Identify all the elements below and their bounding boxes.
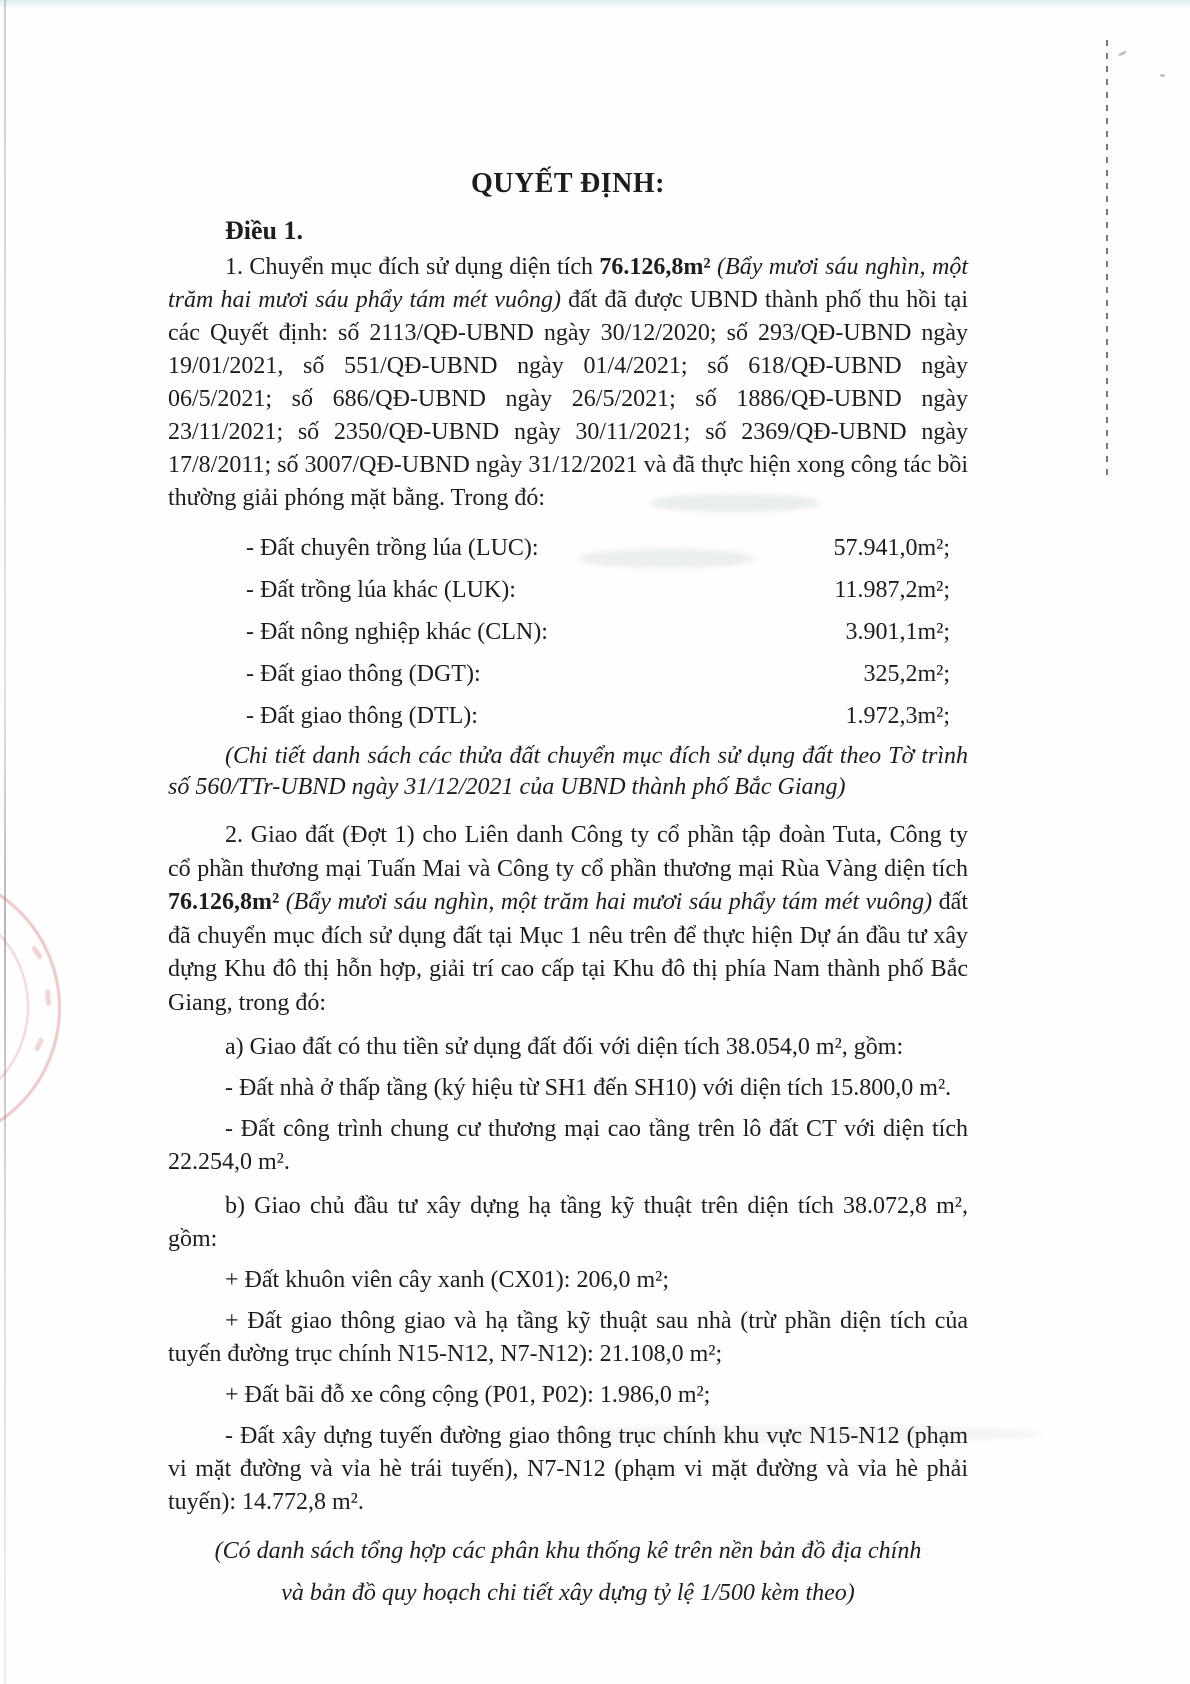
land-area-value: 3.901,1m²;	[845, 618, 950, 645]
land-row-cln	[168, 611, 968, 653]
scan-speck	[1160, 74, 1165, 77]
point-a-item-apartment: - Đất công trình chung cư thương mại cao tầng trên lô đất CT với diện tích 22.254,0 m².	[168, 1116, 968, 1175]
point-b-item-green-space: + Đất khuôn viên cây xanh (CX01): 206,0 m²;	[225, 1267, 669, 1293]
point-a-item-low-rise: - Đất nhà ở thấp tầng (ký hiệu từ SH1 đến SH10) với diện tích 15.800,0 m².	[225, 1075, 952, 1101]
land-label: - Đất chuyên trồng lúa (LUC):	[246, 534, 539, 561]
clause-2-area-in-words: (Bẩy mươi sáu nghìn, một trăm hai mươi sáu phẩy tám mét vuông)	[279, 889, 933, 915]
closing-note-line-2: và bản đồ quy hoạch chi tiết xây dựng tỷ lệ 1/500 kèm theo)	[281, 1580, 855, 1606]
document-body	[168, 0, 968, 1609]
clause-2-paragraph	[168, 819, 968, 1020]
clause-1-detail-note: (Chi tiết danh sách các thửa đất chuyển mục đích sử dụng đất theo Tờ trình số 560/TTr-UBND ngày 31/12/2021 của UBND thành phố Bắc Giang)	[168, 743, 968, 800]
clause-1-intro: 1. Chuyển mục đích sử dụng diện tích	[225, 254, 600, 280]
clause-2-area-figure: 76.126,8m²	[168, 889, 280, 915]
land-label: - Đất giao thông (DGT):	[246, 660, 481, 687]
land-area-value: 11.987,2m²;	[834, 576, 950, 603]
land-area-value: 57.941,0m²;	[833, 534, 950, 561]
land-row-dgt	[168, 653, 968, 695]
clause-1-paragraph	[168, 251, 968, 515]
land-row-dtl	[168, 695, 968, 737]
point-a-heading: a) Giao đất có thu tiền sử dụng đất đối với diện tích 38.054,0 m², gồm:	[225, 1034, 904, 1060]
point-b-item-main-road: - Đất xây dựng tuyến đường giao thông trục chính khu vực N15-N12 (phạm vi mặt đường và vỉa hè trái tuyến), N7-N12 (phạm vi mặt đường và vỉa hè phải tuyến): 14.772,8 m².	[168, 1423, 968, 1515]
land-row-luc	[168, 527, 968, 569]
clause-2-intro: 2. Giao đất (Đợt 1) cho Liên danh Công ty cổ phần tập đoàn Tuta, Công ty cổ phần thương mại Tuấn Mai và Công ty cổ phần thương mại Rùa Vàng diện tích	[168, 822, 968, 882]
land-area-value: 325,2m²;	[863, 660, 950, 687]
fold-dashed-line	[1106, 40, 1108, 478]
article-1-heading: Điều 1.	[225, 216, 303, 245]
scanner-left-edge-line	[4, 0, 6, 1684]
land-label: - Đất trồng lúa khác (LUK):	[246, 576, 516, 603]
clause-2-body: đất đã chuyển mục đích sử dụng đất tại Mục 1 nêu trên để thực hiện Dự án đầu tư xây dựng Khu đô thị hỗn hợp, giải trí cao cấp tại Khu đô thị phía Nam thành phố Bắc Giang, trong đó:	[168, 889, 968, 1016]
clause-1-body: đất đã được UBND thành phố thu hồi tại các Quyết định: số 2113/QĐ-UBND ngày 30/12/2020; số 293/QĐ-UBND ngày 19/01/2021, số 551/QĐ-UBND ngày 01/4/2021; số 618/QĐ-UBND ngày 06/5/2021; số 686/QĐ-UBND ngày 26/5/2021; số 1886/QĐ-UBND ngày 23/11/2021; số 2350/QĐ-UBND ngày 30/11/2021; số 2369/QĐ-UBND ngày 17/8/2011; số 3007/QĐ-UBND ngày 31/12/2021 và đã thực hiện xong công tác bồi thường giải phóng mặt bằng. Trong đó:	[168, 287, 969, 511]
document-title: QUYẾT ĐỊNH:	[470, 168, 665, 199]
land-row-luk	[168, 569, 968, 611]
clause-1-area-figure: 76.126,8m²	[599, 254, 711, 280]
point-b-item-parking: + Đất bãi đỗ xe công cộng (P01, P02): 1.986,0 m²;	[225, 1382, 711, 1408]
point-b-heading: b) Giao chủ đầu tư xây dựng hạ tầng kỹ thuật trên diện tích 38.072,8 m², gồm:	[168, 1193, 968, 1252]
land-area-value: 1.972,3m²;	[845, 702, 950, 729]
land-type-list	[168, 527, 968, 737]
scan-speck	[1118, 50, 1127, 57]
land-label: - Đất giao thông (DTL):	[246, 702, 478, 729]
land-label: - Đất nông nghiệp khác (CLN):	[246, 618, 548, 645]
point-b-item-traffic-infrastructure: + Đất giao thông giao và hạ tầng kỹ thuật sau nhà (trừ phần diện tích của tuyến đường trục chính N15-N12, N7-N12): 21.108,0 m²;	[168, 1308, 968, 1367]
closing-note-line-1: (Có danh sách tổng hợp các phân khu thống kê trên nền bản đồ địa chính	[214, 1538, 922, 1564]
clause-1-area-in-words: (Bẩy mươi sáu nghìn, một trăm hai mươi sáu phẩy tám mét vuông)	[168, 254, 968, 313]
